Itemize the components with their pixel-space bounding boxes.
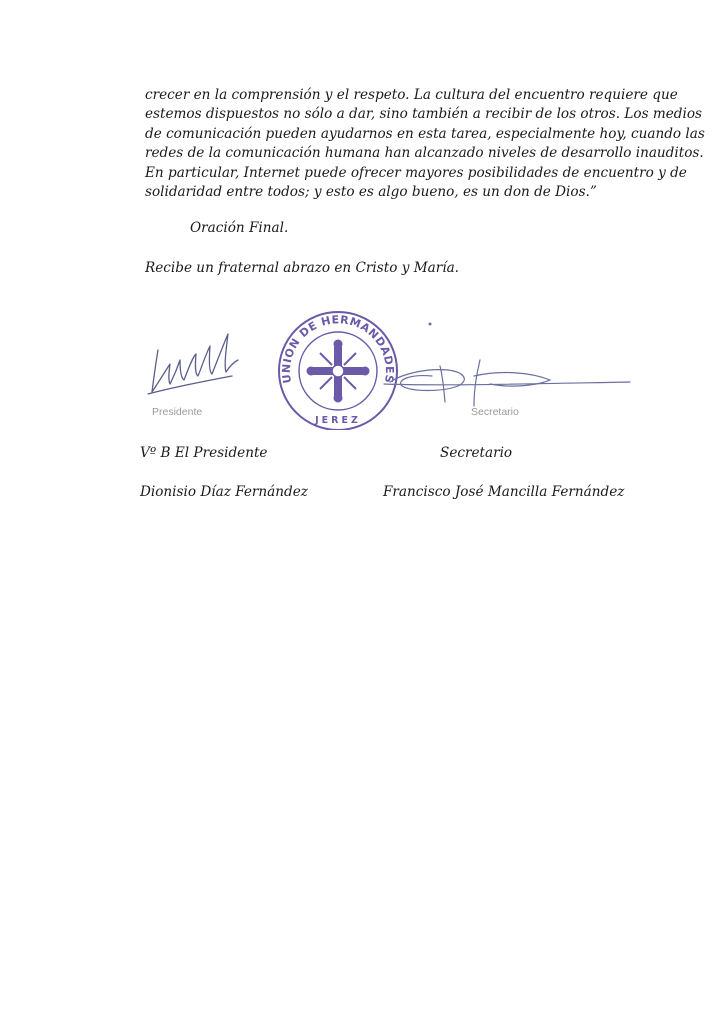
stamp-city-text: JEREZ <box>315 415 361 426</box>
paragraph-line: estemos dispuestos no sólo a dar, sino también a recibir de los otros. Los medios <box>145 106 703 123</box>
president-printed-caption: Presidente <box>152 406 203 418</box>
president-signature <box>148 334 238 394</box>
secretary-signature <box>384 323 630 406</box>
paragraph-line: redes de la comunicación humana han alcanzado niveles de desarrollo inauditos. <box>145 145 704 162</box>
signatures-and-stamp <box>140 310 640 430</box>
cross-emblem-icon <box>307 340 369 402</box>
paragraph-line: crecer en la comprensión y el respeto. La cultura del encuentro requiere que <box>145 87 678 103</box>
hermandades-stamp <box>279 312 397 430</box>
president-name: Dionisio Díaz Fernández <box>140 484 308 500</box>
secretary-name: Francisco José Mancilla Fernández <box>383 484 625 500</box>
closing-prayer-heading: Oración Final. <box>190 220 289 236</box>
stamp-arc-text: UNION DE HERMANDADES <box>279 313 397 385</box>
paragraph-line: de comunicación pueden ayudarnos en esta tarea, especialmente hoy, cuando las <box>145 125 705 142</box>
letter-body-paragraph <box>145 86 705 202</box>
president-role-label: Vº B El Presidente <box>140 445 268 461</box>
secretary-role-label: Secretario <box>440 445 513 461</box>
salutation-line: Recibe un fraternal abrazo en Cristo y María. <box>145 260 459 276</box>
paragraph-line: En particular, Internet puede ofrecer mayores posibilidades de encuentro y de <box>145 164 687 181</box>
secretary-printed-caption: Secretario <box>471 406 519 418</box>
paragraph-line: solidaridad entre todos; y esto es algo bueno, es un don de Dios.” <box>145 184 597 201</box>
signature-block <box>140 310 640 430</box>
